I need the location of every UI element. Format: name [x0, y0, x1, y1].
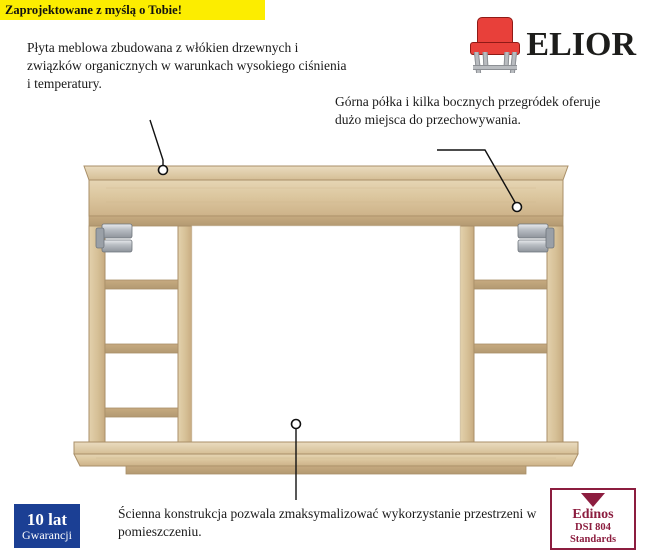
- callout-shelf-text: Górna półka i kilka bocznych przegródek oferuje dużo miejsca do przechowywania.: [335, 94, 601, 127]
- certificate-line1: DSI 804: [575, 522, 611, 533]
- chair-crossbar-shape: [473, 65, 517, 70]
- tagline-text: Zaprojektowane z myślą o Tobie!: [5, 2, 182, 17]
- certificate-name: Edinos: [572, 507, 614, 522]
- brand-name: ELIOR: [526, 26, 636, 63]
- tagline-banner: [0, 0, 265, 20]
- metal-bracket-left: [96, 224, 132, 252]
- chair-back-shape: [477, 17, 513, 45]
- edinos-triangle-icon: [581, 493, 605, 507]
- callout-wall-text: Ścienna konstrukcja pozwala zmaksymalizować wykorzystanie przestrzeni w pomieszczeniu.: [118, 506, 537, 539]
- brand-logo: [466, 14, 636, 76]
- warranty-years: 10 lat: [26, 509, 68, 529]
- callout-material-text: Płyta meblowa zbudowana z włókien drzewnych i związków organicznych w warunkach wysokiego ciśnienia i temperatury.: [27, 40, 347, 91]
- warranty-badge: [14, 504, 80, 548]
- certificate-badge: [550, 488, 636, 550]
- red-chair-icon: [466, 15, 520, 75]
- metal-bracket-right: [518, 224, 554, 252]
- warranty-label: Gwarancji: [22, 527, 72, 542]
- product-illustration: [66, 158, 586, 478]
- certificate-line2: Standards: [569, 534, 617, 546]
